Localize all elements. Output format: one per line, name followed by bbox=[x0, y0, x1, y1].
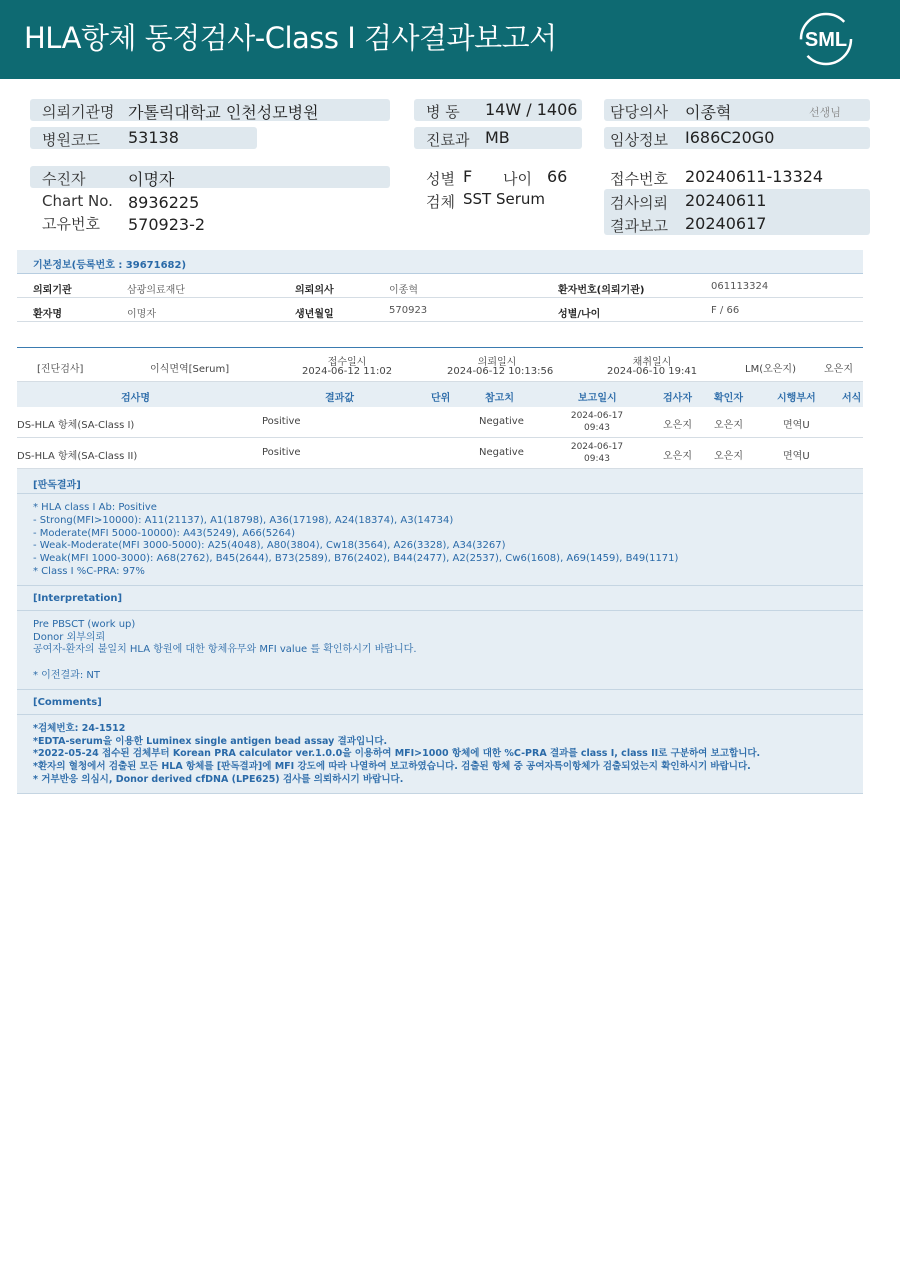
interpretation-line: Donor 외부의뢰 bbox=[33, 631, 106, 643]
table-row bbox=[17, 298, 863, 322]
report-label: 결과보고 bbox=[610, 217, 668, 235]
comments-body bbox=[17, 715, 863, 794]
test-reference: Negative bbox=[479, 416, 524, 427]
findings-line: - Weak-Moderate(MFI 3000-5000): A25(4048), A80(3804), Cw18(3564), A26(3328), A34(3267) bbox=[33, 540, 506, 552]
cell-label: 의뢰기관 bbox=[33, 285, 72, 296]
findings-section bbox=[17, 469, 863, 794]
receipt-time-label: 접수일시 bbox=[327, 357, 367, 368]
cell-label: 의뢰의사 bbox=[295, 285, 334, 296]
report-date: 2024-06-17 bbox=[570, 411, 624, 421]
request-time-label: 의뢰일시 bbox=[477, 357, 517, 368]
unique-label: 고유번호 bbox=[42, 215, 100, 233]
interpretation-line: Pre PBSCT (work up) bbox=[33, 618, 136, 630]
age-value: 66 bbox=[547, 167, 568, 186]
institution-value: 가톨릭대학교 인천성모병원 bbox=[128, 103, 319, 122]
dept-value: MB bbox=[485, 128, 510, 147]
comments-line: *2022-05-24 접수된 검체부터 Korean PRA calculator ver.1.0.0을 이용하여 MFI>1000 항체에 대한 %C-PRA 결과를 class I, class II로 구분하여 보고합니다. bbox=[33, 748, 761, 760]
test-reference: Negative bbox=[479, 447, 524, 458]
report-header bbox=[0, 0, 900, 79]
specimen-category: 이식면역[Serum] bbox=[150, 364, 230, 375]
col-header: 시행부서 bbox=[777, 393, 816, 404]
test-result: Positive bbox=[262, 416, 301, 427]
findings-title: [판독결과] bbox=[17, 469, 863, 494]
tester: 오은지 bbox=[663, 451, 692, 462]
interpretation-line: 공여자-환자의 불일치 HLA 항원에 대한 항체유무와 MFI value 를 확인하시기 바랍니다. bbox=[33, 644, 417, 656]
report-title: HLA항체 동정검사-Class Ⅰ 검사결과보고서 bbox=[24, 21, 557, 55]
collect-time-label: 채취일시 bbox=[632, 357, 672, 368]
specimen-label: 검체 bbox=[426, 193, 455, 211]
dept-label: 진료과 bbox=[426, 131, 470, 149]
patient-value: 이명자 bbox=[128, 170, 175, 189]
checker: 오은지 bbox=[714, 451, 743, 462]
table-row bbox=[17, 274, 863, 298]
cell-value: 이명자 bbox=[127, 309, 156, 320]
collect-time: 2024-06-10 19:41 bbox=[607, 366, 698, 377]
institution-label: 의뢰기관명 bbox=[42, 103, 115, 121]
sex-value: F bbox=[463, 167, 473, 186]
patient-label: 수진자 bbox=[42, 170, 86, 188]
findings-line: * Class I %C-PRA: 97% bbox=[33, 565, 145, 577]
responsible-person: 오은지 bbox=[824, 364, 853, 375]
findings-line: - Weak(MFI 1000-3000): A68(2762), B45(2644), B73(2589), B76(2402), B44(2477), A2(2537), Cw6(1608), A69(1459), B49(1171) bbox=[33, 553, 679, 565]
cell-value: F / 66 bbox=[711, 305, 740, 316]
report-time: 09:43 bbox=[584, 454, 610, 464]
cell-label: 생년월일 bbox=[295, 309, 334, 320]
doctor-suffix: 선생님 bbox=[809, 106, 841, 119]
request-label: 검사의뢰 bbox=[610, 194, 668, 212]
age-label: 나이 bbox=[503, 170, 532, 188]
results-column-header bbox=[17, 382, 863, 407]
clinical-label: 임상정보 bbox=[610, 131, 668, 149]
lm-person: LM(오은지) bbox=[745, 364, 796, 375]
findings-line: - Moderate(MFI 5000-10000): A43(5249), A66(5264) bbox=[33, 527, 296, 539]
test-result: Positive bbox=[262, 447, 301, 458]
receipt-time: 2024-06-12 11:02 bbox=[302, 366, 393, 377]
diag-category: [진단검사] bbox=[37, 364, 84, 375]
request-value: 20240611 bbox=[685, 191, 767, 210]
sex-label: 성별 bbox=[426, 170, 455, 188]
findings-line: * HLA class I Ab: Positive bbox=[33, 502, 157, 513]
col-header: 결과값 bbox=[325, 393, 354, 404]
cell-label: 성별/나이 bbox=[558, 309, 601, 320]
unique-value: 570923-2 bbox=[128, 215, 206, 234]
request-time: 2024-06-12 10:13:56 bbox=[447, 366, 554, 377]
cell-value: 570923 bbox=[389, 305, 428, 316]
findings-body bbox=[17, 494, 863, 586]
test-name: DS-HLA 항체(SA-Class I) bbox=[17, 420, 135, 431]
col-header: 참고치 bbox=[485, 393, 514, 404]
ward-label: 병 동 bbox=[426, 103, 460, 121]
col-header: 검사명 bbox=[121, 393, 150, 404]
dept: 면역U bbox=[783, 420, 810, 431]
col-header: 단위 bbox=[431, 393, 451, 404]
sml-logo bbox=[798, 12, 854, 66]
chart-value: 8936225 bbox=[128, 193, 200, 212]
comments-line: *검체번호: 24-1512 bbox=[33, 722, 126, 734]
col-header: 확인자 bbox=[714, 393, 743, 404]
tester: 오은지 bbox=[663, 420, 692, 431]
sml-logo-text: SML bbox=[804, 29, 848, 51]
test-name: DS-HLA 항체(SA-Class II) bbox=[17, 451, 138, 462]
dept: 면역U bbox=[783, 451, 810, 462]
findings-line: - Strong(MFI>10000): A11(21137), A1(18798), A36(17198), A24(18374), A3(14734) bbox=[33, 514, 454, 526]
cell-label: 환자명 bbox=[33, 309, 62, 320]
comments-line: *EDTA-serum을 이용한 Luminex single antigen bead assay 결과입니다. bbox=[33, 735, 388, 747]
interpretation-spacer bbox=[33, 657, 863, 670]
cell-value: 삼광의료재단 bbox=[127, 285, 185, 296]
hospital-code-value: 53138 bbox=[128, 128, 179, 147]
doctor-label: 담당의사 bbox=[610, 103, 668, 121]
interpretation-line: * 이전결과: NT bbox=[33, 669, 100, 681]
col-header: 보고일시 bbox=[578, 393, 617, 404]
cell-value: 이종혁 bbox=[389, 285, 418, 296]
specimen-value: SST Serum bbox=[463, 190, 546, 208]
interpretation-body bbox=[17, 611, 863, 690]
chart-label: Chart No. bbox=[42, 192, 113, 210]
table-row bbox=[17, 407, 863, 438]
results-meta bbox=[17, 348, 863, 382]
report-value: 20240617 bbox=[685, 214, 767, 233]
comments-line: * 거부반응 의심시, Donor derived cfDNA (LPE625) 검사를 의뢰하시기 바랍니다. bbox=[33, 773, 404, 785]
basic-info-header: 기본정보(등록번호 : 39671682) bbox=[17, 250, 863, 274]
receipt-value: 20240611-13324 bbox=[685, 167, 824, 186]
cell-value: 061113324 bbox=[711, 281, 769, 292]
comments-title: [Comments] bbox=[17, 690, 863, 715]
hospital-code-label: 병원코드 bbox=[42, 131, 100, 149]
interpretation-title: [Interpretation] bbox=[17, 586, 863, 611]
comments-line: *환자의 혈청에서 검출된 모든 HLA 항체를 [판독결과]에 MFI 강도에 따라 나열하여 보고하였습니다. 검출된 항체 중 공여자특이항체가 검출되었는지 확인하시기 바랍니다. bbox=[33, 761, 751, 773]
doctor-value: 이종혁 bbox=[685, 103, 732, 122]
report-date: 2024-06-17 bbox=[570, 442, 624, 452]
results-table bbox=[17, 347, 863, 469]
basic-info-table bbox=[17, 250, 863, 322]
receipt-label: 접수번호 bbox=[610, 170, 668, 188]
col-header: 검사자 bbox=[663, 393, 692, 404]
clinical-value: I686C20G0 bbox=[685, 128, 775, 147]
table-row bbox=[17, 438, 863, 469]
col-header: 서식 bbox=[842, 393, 862, 404]
report-time: 09:43 bbox=[584, 423, 610, 433]
cell-label: 환자번호(의뢰기관) bbox=[558, 285, 645, 296]
checker: 오은지 bbox=[714, 420, 743, 431]
ward-value: 14W / 1406 bbox=[485, 100, 578, 119]
